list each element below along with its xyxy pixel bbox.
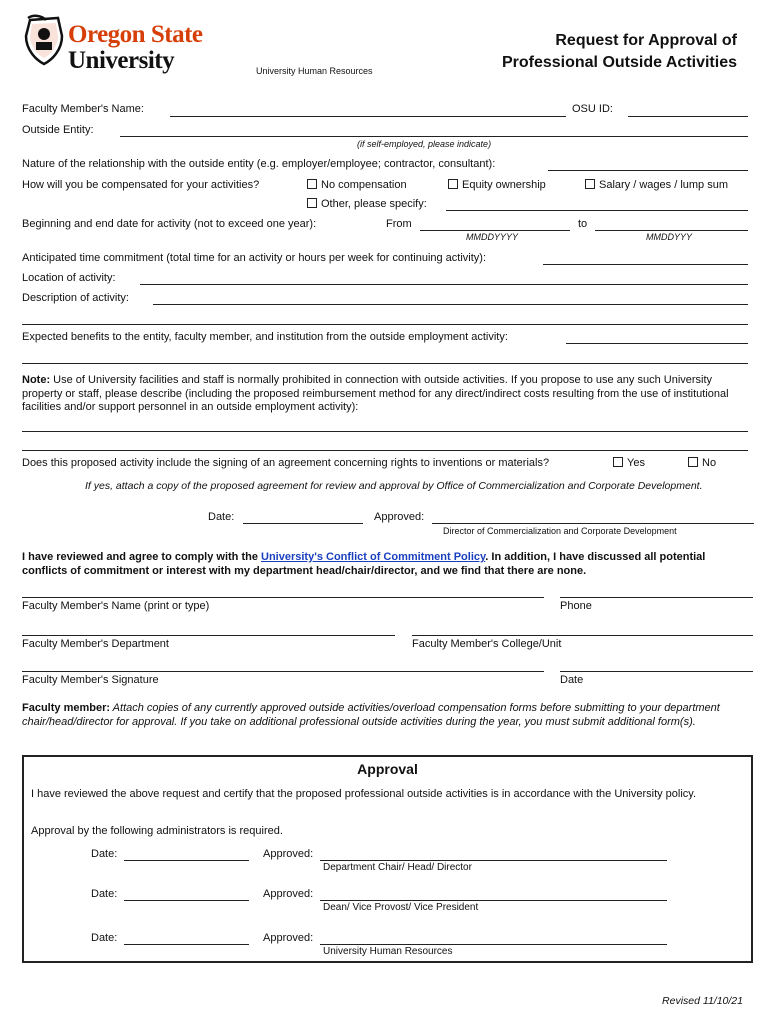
- end-date-field[interactable]: [595, 230, 748, 231]
- dean-date-field[interactable]: [124, 900, 249, 901]
- osu-id-field[interactable]: [628, 116, 748, 117]
- phone-field[interactable]: [560, 597, 753, 598]
- phone-label: Phone: [560, 600, 592, 612]
- dean-approved-field[interactable]: [320, 900, 667, 901]
- benefits-field[interactable]: [566, 343, 748, 344]
- faculty-name-print-field[interactable]: [22, 597, 544, 598]
- chair-title: Department Chair/ Head/ Director: [323, 862, 472, 873]
- dean-title: Dean/ Vice Provost/ Vice President: [323, 902, 479, 913]
- signature-label: Faculty Member's Signature: [22, 674, 159, 686]
- checkbox-icon[interactable]: [448, 179, 458, 189]
- nature-field[interactable]: [548, 170, 748, 171]
- logo-text-line1: Oregon State: [68, 21, 203, 48]
- logo-text-line2: University: [68, 47, 175, 74]
- note-paragraph: Note: Use of University facilities and staff is normally prohibited in connection with outside activities. If you propose to use any such University property or staff, please describe (including the proposed reimbursement method for any direct/indirect costs resulting from the use of institutional facilities and/or support personnel in an outside employment activity):: [22, 374, 729, 413]
- start-date-field[interactable]: [420, 230, 570, 231]
- note-field-line2[interactable]: [22, 450, 748, 451]
- form-title-line1: Request for Approval of: [555, 32, 737, 49]
- faculty-member-note: Faculty member: Attach copies of any currently approved outside activities/overload compensation forms before submitting to your department chair/head/director for approval. If you take on additional professional outside activities during the year, you must submit additional form(s).: [22, 702, 720, 728]
- department-label: University Human Resources: [256, 66, 373, 76]
- other-specify-field[interactable]: [446, 210, 748, 211]
- from-label: From: [386, 218, 412, 230]
- hr-approved-field[interactable]: [320, 944, 667, 945]
- signature-date-field[interactable]: [560, 671, 753, 672]
- revised-date: Revised 11/10/21: [662, 995, 743, 1007]
- approval-required-text: Approval by the following administrators is required.: [31, 825, 283, 837]
- checkbox-icon[interactable]: [307, 198, 317, 208]
- osu-id-label: OSU ID:: [572, 103, 613, 115]
- inventions-approved-field[interactable]: [432, 523, 754, 524]
- time-commitment-field[interactable]: [543, 264, 748, 265]
- faculty-name-label: Faculty Member's Name:: [22, 103, 144, 115]
- inventions-date-field[interactable]: [243, 523, 363, 524]
- compensation-label: How will you be compensated for your activities?: [22, 179, 260, 191]
- outside-entity-field[interactable]: [120, 136, 748, 137]
- inventions-approver-title: Director of Commercialization and Corporate Development: [443, 526, 677, 536]
- approval-date-label: Date:: [91, 888, 118, 900]
- location-label: Location of activity:: [22, 272, 116, 284]
- approval-certify-text: I have reviewed the above request and certify that the proposed professional outside activities is in accordance with the University policy.: [31, 788, 697, 800]
- benefits-label: Expected benefits to the entity, faculty member, and institution from the outside employment activity:: [22, 331, 508, 343]
- agreement-statement: I have reviewed and agree to comply with the University's Conflict of Commitment Policy. In addition, I have discussed all potential conflicts of commitment or interest with my department head/chair/director, and we find that there are none.: [22, 551, 706, 577]
- description-field[interactable]: [153, 304, 748, 305]
- inventions-yes-option[interactable]: Yes: [613, 457, 645, 469]
- end-date-format: MMDDYYY: [646, 232, 693, 242]
- checkbox-icon[interactable]: [613, 457, 623, 467]
- faculty-name-print-label: Faculty Member's Name (print or type): [22, 600, 210, 612]
- approval-date-label: Date:: [91, 848, 118, 860]
- hr-date-field[interactable]: [124, 944, 249, 945]
- college-label: Faculty Member's College/Unit: [412, 638, 562, 650]
- time-commitment-label: Anticipated time commitment (total time for an activity or hours per week for continuing activity):: [22, 252, 487, 264]
- location-field[interactable]: [140, 284, 748, 285]
- checkbox-icon[interactable]: [307, 179, 317, 189]
- description-field-line2[interactable]: [22, 324, 748, 325]
- approval-approved-label: Approved:: [263, 888, 314, 900]
- department-label-sig: Faculty Member's Department: [22, 638, 169, 650]
- outside-entity-label: Outside Entity:: [22, 124, 94, 136]
- dates-label: Beginning and end date for activity (not to exceed one year):: [22, 218, 317, 230]
- beaver-seal-icon: [22, 14, 66, 66]
- nature-label: Nature of the relationship with the outside entity (e.g. employer/employee; contractor, consultant):: [22, 158, 496, 170]
- conflict-of-commitment-policy-link[interactable]: University's Conflict of Commitment Policy: [261, 551, 486, 563]
- inventions-question: Does this proposed activity include the signing of an agreement concerning rights to inventions or materials?: [22, 457, 550, 469]
- description-label: Description of activity:: [22, 292, 129, 304]
- option-salary[interactable]: Salary / wages / lump sum: [585, 179, 728, 191]
- to-label: to: [578, 218, 588, 230]
- option-no-compensation[interactable]: No compensation: [307, 179, 407, 191]
- checkbox-icon[interactable]: [688, 457, 698, 467]
- benefits-field-line2[interactable]: [22, 363, 748, 364]
- signature-date-label: Date: [560, 674, 584, 686]
- option-other[interactable]: Other, please specify:: [307, 198, 427, 210]
- note-field-line1[interactable]: [22, 431, 748, 432]
- inventions-no-option[interactable]: No: [688, 457, 716, 469]
- department-field[interactable]: [22, 635, 395, 636]
- chair-approved-field[interactable]: [320, 860, 667, 861]
- option-equity-ownership[interactable]: Equity ownership: [448, 179, 546, 191]
- hr-title: University Human Resources: [323, 946, 453, 957]
- signature-field[interactable]: [22, 671, 544, 672]
- approval-heading: Approval: [357, 761, 418, 777]
- checkbox-icon[interactable]: [585, 179, 595, 189]
- approval-approved-label: Approved:: [263, 848, 314, 860]
- chair-date-field[interactable]: [124, 860, 249, 861]
- faculty-name-field[interactable]: [170, 116, 566, 117]
- approval-date-label: Date:: [91, 932, 118, 944]
- self-employed-hint: (if self-employed, please indicate): [357, 139, 492, 149]
- approval-section: [22, 755, 753, 963]
- inventions-instructions: If yes, attach a copy of the proposed agreement for review and approval by Office of Commercialization and Corporate Development.: [85, 480, 703, 492]
- form-title-line2: Professional Outside Activities: [501, 54, 737, 71]
- approval-approved-label: Approved:: [263, 932, 314, 944]
- start-date-format: MMDDYYYY: [466, 232, 519, 242]
- college-field[interactable]: [412, 635, 753, 636]
- inventions-approved-label: Approved:: [374, 511, 425, 523]
- inventions-date-label: Date:: [208, 511, 235, 523]
